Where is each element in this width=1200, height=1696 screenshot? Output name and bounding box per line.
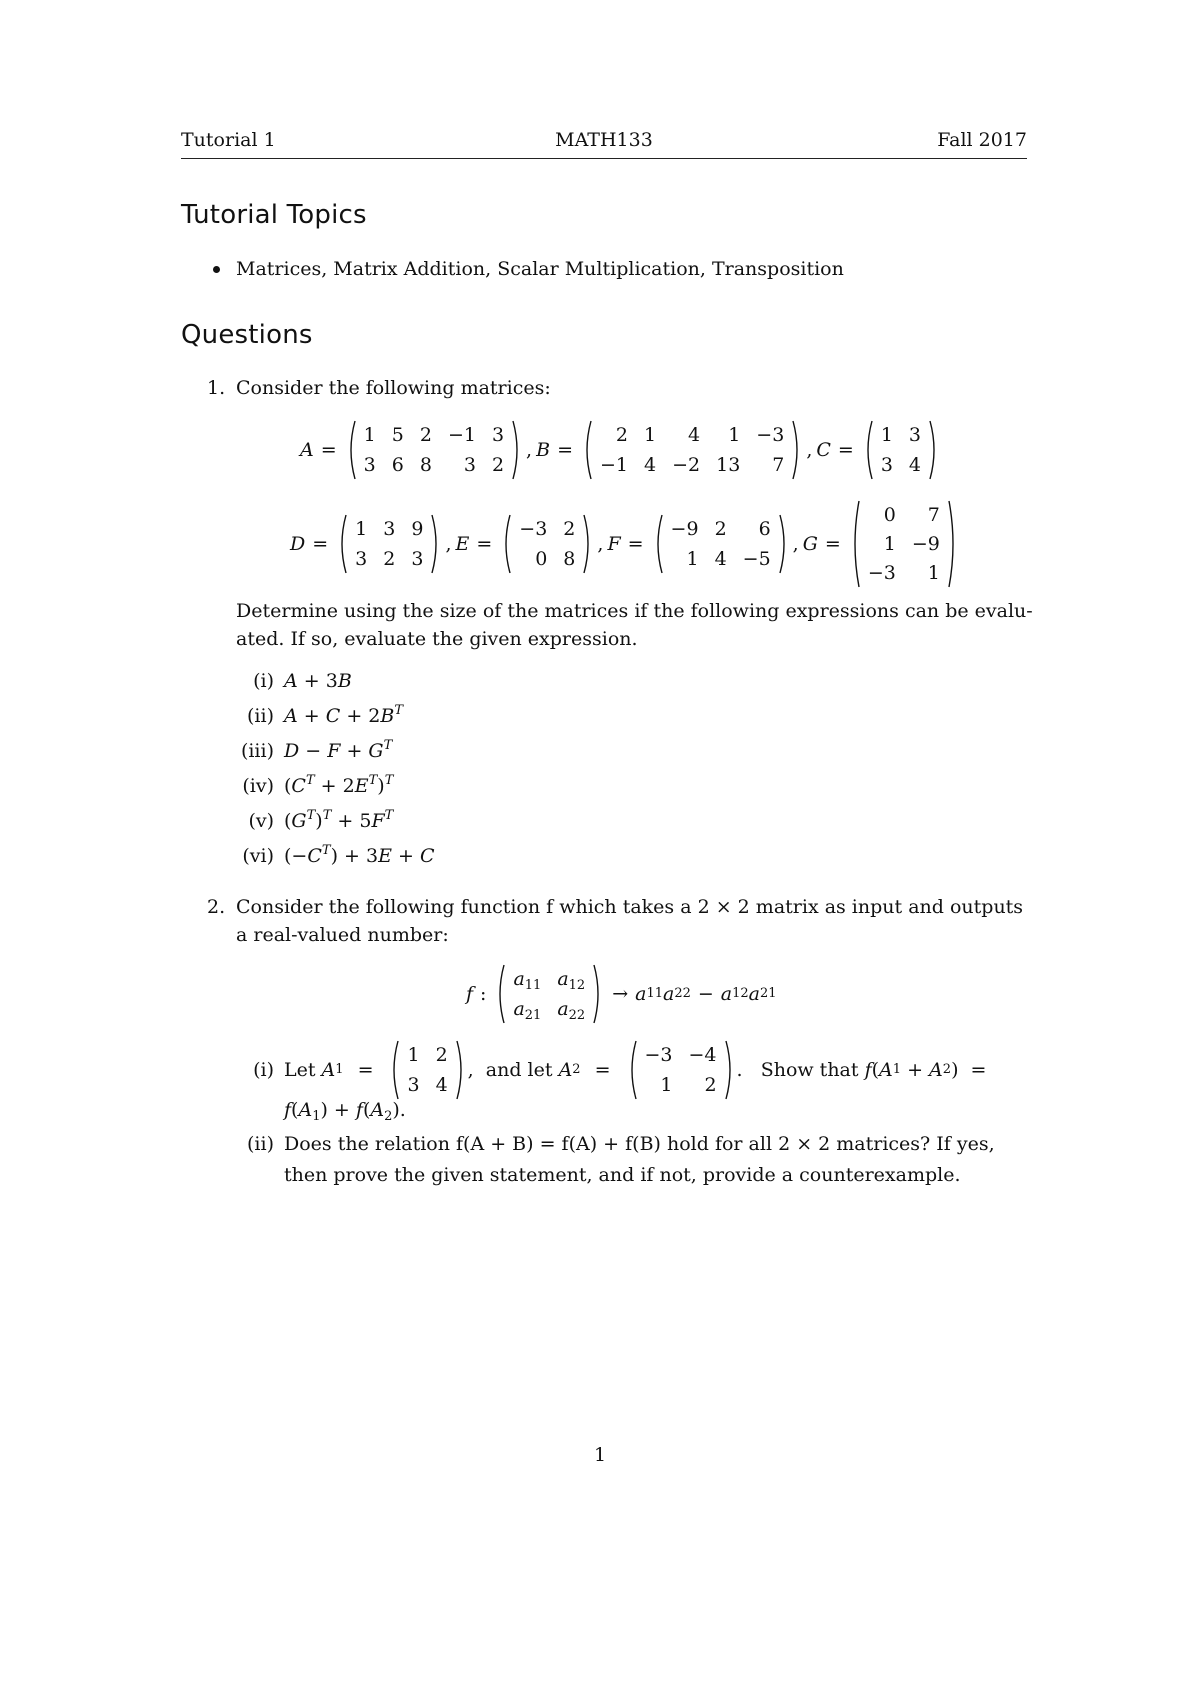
q1-part-i: (i) A + 3B: [230, 670, 352, 692]
matrix-entry: 8: [563, 548, 576, 570]
matrix-entries: [356, 420, 512, 480]
matrix-entries: [592, 420, 792, 480]
q2-part-ii-line2: then prove the given statement, and if not, provide a counterexample.: [284, 1164, 961, 1186]
page-number: 1: [593, 1444, 607, 1466]
matrix-entry: −4: [688, 1044, 717, 1066]
right-paren: [593, 964, 603, 1024]
matrix-entry: 1: [686, 548, 699, 570]
left-paren: [389, 1040, 399, 1100]
matrix-label: E: [455, 533, 470, 555]
matrix-entries: [860, 500, 948, 588]
matrix-label: G: [802, 533, 818, 555]
q1-part-iv: (iv) $(C^T + 2E^T)^T$: [230, 775, 393, 797]
matrix-entries: [511, 514, 583, 574]
matrix-entry: 4: [435, 1074, 448, 1096]
right-paren: [512, 420, 522, 480]
running-header: [181, 128, 1027, 159]
matrix-row: [399, 1040, 455, 1070]
matrix-A: [346, 420, 522, 480]
matrix-entry: −5: [742, 548, 771, 570]
matrix-entry: −9: [670, 518, 699, 540]
header-course-part: Tutorial 1: [181, 129, 276, 151]
matrix-entry: 2: [383, 548, 396, 570]
matrix-row: [347, 514, 431, 544]
q1-number: 1.: [207, 377, 226, 399]
left-paren: [495, 964, 505, 1024]
q2-number: 2.: [207, 896, 226, 918]
matrix-entries: [347, 514, 431, 574]
matrix-entry: 0: [883, 503, 896, 526]
matrix-entry: −2: [672, 454, 701, 476]
matrix-row: [592, 420, 792, 450]
right-paren: [583, 514, 593, 574]
matrix-row: [637, 1070, 725, 1100]
function-input-matrix: [495, 964, 603, 1024]
header-course-code: MATH133: [555, 129, 653, 151]
part-label: (i): [253, 670, 274, 692]
matrix-row-abc: A = 1 5 2 −1 3 3 6 8 3 2 , B = 2 1 4 1 −3 −1 4 −2 13 7 , C = 1 3 3 4: [300, 420, 941, 480]
matrix-entry: 2: [714, 518, 727, 540]
matrix-entry: 3: [491, 424, 505, 446]
matrix-label: C: [816, 439, 831, 461]
matrix-entry: 3: [908, 424, 922, 446]
matrix-row: [505, 994, 593, 1024]
matrix-row: [592, 450, 792, 480]
matrix-entry: 3: [363, 454, 376, 476]
matrix-entry: $a_{11}$: [513, 968, 542, 993]
matrix-row: [860, 500, 948, 529]
part-label: (v): [248, 810, 274, 832]
matrix-label: B: [536, 439, 551, 461]
matrix-entry: 1: [728, 424, 741, 446]
matrix-entry: 4: [644, 454, 657, 476]
right-paren: [929, 420, 939, 480]
matrix-entry: 1: [927, 562, 940, 585]
q2-intro-line1: Consider the following function f which takes a 2 × 2 matrix as input and outputs: [236, 896, 1024, 918]
part-label: (vi): [242, 845, 274, 867]
q1-instruction-line2: ated. If so, evaluate the given expression.: [236, 628, 638, 650]
left-paren: [863, 420, 873, 480]
q1-instruction-line1: Determine using the size of the matrices if the following expressions can be evalu-: [236, 600, 1033, 622]
matrix-entry: −3: [756, 424, 785, 446]
matrix-row: [356, 450, 512, 480]
right-paren: [431, 514, 441, 574]
matrix-row: [860, 529, 948, 558]
matrix-entry: 7: [772, 454, 785, 476]
part-label: (iv): [242, 775, 274, 797]
matrix-label: F: [607, 533, 621, 555]
left-paren: [850, 500, 860, 588]
matrix-row: [637, 1040, 725, 1070]
matrix-entry: 5: [391, 424, 404, 446]
q1-part-vi: (vi) $(-C^T) + 3E + C$: [230, 845, 434, 867]
q2-part-ii-line1: Does the relation f(A + B) = f(A) + f(B) hold for all 2 × 2 matrices? If yes,: [284, 1133, 995, 1155]
matrix-row-defg: D = 1 3 9 3 2 3 , E = −3 2 0 8 , F = −9 2 6 1 4 −5 , G = 0 7 1 −9 −3 1: [290, 500, 960, 588]
header-term: Fall 2017: [937, 129, 1027, 151]
left-paren: [346, 420, 356, 480]
matrix-entry: 3: [355, 548, 368, 570]
matrix-entry: 1: [644, 424, 657, 446]
matrix-entry: 1: [660, 1074, 673, 1096]
matrix-entries: [873, 420, 929, 480]
matrix-entry: 4: [688, 424, 701, 446]
right-paren: [792, 420, 802, 480]
matrix-entry: 1: [407, 1044, 420, 1066]
q1-intro: Consider the following matrices:: [236, 377, 551, 399]
matrix-entry: 3: [383, 518, 396, 540]
matrix-entry: 6: [758, 518, 771, 540]
matrix-entry: $a_{12}$: [557, 968, 586, 993]
q2-part-ii: [230, 1133, 995, 1155]
matrix-row: [505, 964, 593, 994]
left-paren: [501, 514, 511, 574]
matrix-entry: 2: [615, 424, 628, 446]
matrix-label: D: [290, 533, 306, 555]
matrix-entry: 2: [563, 518, 576, 540]
matrix-entries: [399, 1040, 455, 1100]
matrix-entry: 3: [880, 454, 893, 476]
q2-part-i: (i) Let A 1 = 1 2 3 4 , and let A 2 = −3 −4 1 2 . Show that f ( A 1 + A 2 ) =: [230, 1040, 998, 1100]
part-label: (iii): [240, 740, 274, 762]
matrix-entry: 8: [419, 454, 432, 476]
matrix-C: [863, 420, 939, 480]
matrix-A1: [389, 1040, 465, 1100]
matrix-entry: $a_{22}$: [557, 998, 586, 1023]
matrix-entry: 0: [535, 548, 548, 570]
matrix-entry: 2: [435, 1044, 448, 1066]
matrix-row: [663, 514, 779, 544]
q2-intro-line2: a real-valued number:: [236, 924, 449, 946]
q2-part-i-continued: $f(A_1) + f(A_2)$.: [284, 1099, 406, 1124]
matrix-row: [399, 1070, 455, 1100]
matrix-entries: [663, 514, 779, 574]
matrix-G: [850, 500, 958, 588]
part-label: (ii): [247, 705, 274, 727]
matrix-entries: [637, 1040, 725, 1100]
q1-part-iii: (iii) $D - F + G^T$: [230, 740, 392, 762]
part-label: (i): [253, 1059, 274, 1081]
matrix-row: [873, 420, 929, 450]
matrix-entry: 7: [927, 503, 940, 526]
matrix-E: [501, 514, 593, 574]
left-paren: [627, 1040, 637, 1100]
matrix-entry: 4: [908, 454, 922, 476]
left-paren: [653, 514, 663, 574]
matrix-entry: 2: [419, 424, 432, 446]
bullet-icon: [213, 266, 220, 273]
matrix-entry: 13: [716, 454, 741, 476]
right-paren: [948, 500, 958, 588]
right-paren: [779, 514, 789, 574]
matrix-entry: −1: [447, 424, 476, 446]
matrix-entry: −9: [911, 532, 940, 555]
matrix-entry: −3: [519, 518, 548, 540]
matrix-D: [337, 514, 441, 574]
matrix-entry: −3: [867, 562, 896, 585]
matrix-label: A: [300, 439, 314, 461]
matrix-entry: 1: [363, 424, 376, 446]
right-paren: [456, 1040, 466, 1100]
left-paren: [337, 514, 347, 574]
left-paren: [582, 420, 592, 480]
matrix-entry: −1: [599, 454, 628, 476]
matrix-entry: 1: [355, 518, 368, 540]
matrix-entry: $a_{21}$: [513, 998, 542, 1023]
function-definition: f : $a_{11}$ $a_{12}$ $a_{21}$ $a_{22}$ → a 11 a 22 − a 12 a 21: [466, 964, 777, 1024]
matrix-entry: 3: [463, 454, 476, 476]
matrix-entry: 6: [391, 454, 404, 476]
matrix-entry: 2: [491, 454, 505, 476]
matrix-entry: 3: [411, 548, 424, 570]
topics-heading: Tutorial Topics: [181, 200, 367, 230]
matrix-row: [873, 450, 929, 480]
right-paren: [725, 1040, 735, 1100]
topics-bullet-text: Matrices, Matrix Addition, Scalar Multiplication, Transposition: [236, 258, 844, 280]
matrix-row: [356, 420, 512, 450]
matrix-entry: 1: [880, 424, 893, 446]
q1-part-ii: (ii) $A + C + 2B^T$: [230, 705, 403, 727]
q1-part-v: (v) $(G^T)^T + 5F^T$: [230, 810, 393, 832]
matrix-row: [860, 559, 948, 588]
matrix-row: [511, 544, 583, 574]
matrix-entry: −3: [644, 1044, 673, 1066]
matrix-entry: 9: [411, 518, 424, 540]
questions-heading: Questions: [181, 320, 313, 350]
matrix-row: [347, 544, 431, 574]
matrix-F: [653, 514, 789, 574]
matrix-entry: 2: [704, 1074, 717, 1096]
matrix-row: [663, 544, 779, 574]
matrix-row: [511, 514, 583, 544]
matrix-A2: [627, 1040, 735, 1100]
matrix-entry: 1: [883, 532, 896, 555]
matrix-entry: 4: [714, 548, 727, 570]
matrix-B: [582, 420, 802, 480]
part-label: (ii): [247, 1133, 274, 1155]
matrix-entry: 3: [407, 1074, 420, 1096]
matrix-entries: [505, 964, 593, 1024]
